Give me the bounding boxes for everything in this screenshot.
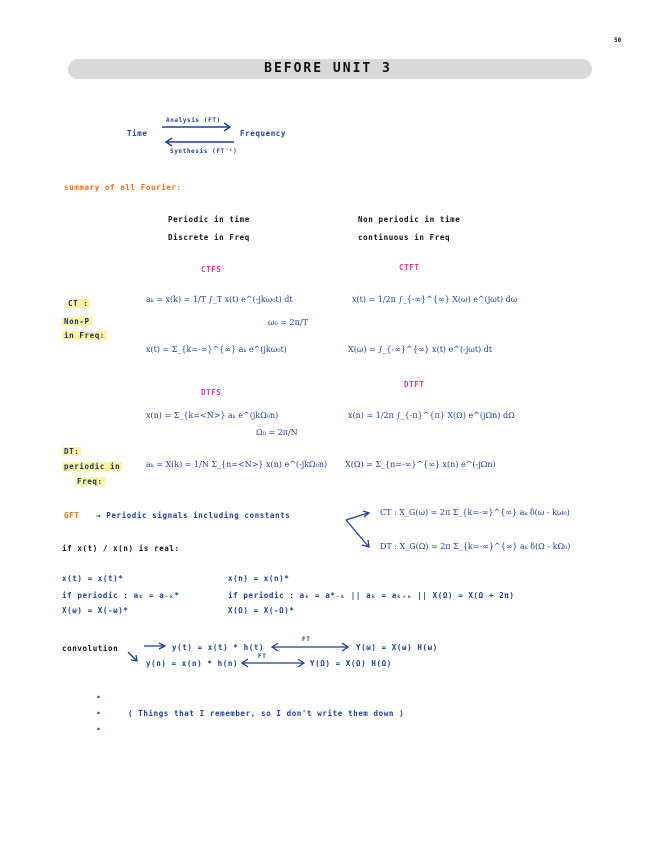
page-title: BEFORE UNIT 3	[264, 61, 392, 76]
col-header-nonperiodic-time: Non periodic in time	[358, 215, 461, 224]
real-heading: if x(t) / x(n) is real:	[62, 544, 180, 553]
side-label-periodic	[62, 462, 122, 471]
side-label-freq	[75, 477, 105, 486]
conv-dt-time: y(n) = x(n) * h(n)	[146, 659, 239, 668]
gft-ct-formula: CT : X_G(ω) = 2π Σ_{k=-∞}^{∞} aₖ δ(ω - kω₀)	[380, 508, 570, 517]
dtft-synthesis-formula: x(n) = 1/2π ∫_{-π}^{π} X(Ω) e^(jΩn) dΩ	[348, 411, 515, 420]
bullet-2: •	[96, 709, 101, 718]
dtfs-analysis-formula: aₖ = X(k) = 1/N Σ_{n=<N>} x(n) e^(-jkΩ₀n)	[146, 460, 328, 469]
time-label: Time	[127, 129, 148, 138]
summary-heading: summary of all Fourier:	[64, 183, 182, 192]
label-ctft: CTFT	[399, 263, 420, 272]
ctft-analysis-formula: X(ω) = ∫_{-∞}^{∞} x(t) e^(-jωt) dt	[348, 345, 493, 354]
side-label-in-freq	[62, 331, 107, 340]
convolution-label: convolution	[62, 644, 119, 653]
side-label-dt	[62, 447, 81, 456]
label-dtfs: DTFS	[201, 388, 222, 397]
omega0-formula: Ω₀ = 2π/N	[256, 428, 298, 437]
note-text: ( Things that I remember, so I don't write them down )	[128, 709, 405, 718]
page-number: 50	[614, 37, 622, 44]
real-right-2: if periodic : aₖ = a*₋ₖ || aₖ = aₖ₊ₙ || X(Ω) = X(Ω + 2π)	[228, 591, 515, 600]
ctfs-synthesis-formula: x(t) = Σ_{k=-∞}^{∞} aₖ e^(jkω₀t)	[146, 345, 287, 354]
label-ctfs: CTFS	[201, 265, 222, 274]
w0-formula: ω₀ = 2π/T	[268, 318, 308, 327]
conv-ct-time: y(t) = x(t) * h(t)	[172, 643, 265, 652]
gft-dt-formula: DT : X_G(Ω) = 2π Σ_{k=-∞}^{∞} aₖ δ(Ω - kΩ₀)	[380, 542, 571, 551]
real-left-1: x(t) = x(t)*	[62, 574, 124, 583]
dtfs-synthesis-formula: x(n) = Σ_{k=<N>} aₖ e^(jkΩ₀n)	[146, 411, 279, 420]
freq-label: Freq:	[77, 477, 103, 486]
bullet-3: •	[96, 725, 101, 734]
conv-dt-freq: Y(Ω) = X(Ω) H(Ω)	[310, 659, 392, 668]
gft-label: GFT	[64, 511, 80, 520]
col-header-discrete-freq: Discrete in Freq	[168, 233, 250, 242]
gft-description: → Periodic signals including constants	[96, 511, 291, 520]
real-left-3: X(ω) = X(-ω)*	[62, 606, 129, 615]
ct-bidirectional-arrow-icon	[270, 642, 350, 652]
ctfs-analysis-formula: aₖ = x(k) = 1/T ∫_T x(t) e^(-jkω₀t) dt	[146, 295, 293, 304]
conv-ct-freq: Y(ω) = X(ω) H(ω)	[356, 643, 438, 652]
real-left-2: if periodic : aₖ = a₋ₖ*	[62, 591, 180, 600]
in-freq-label: in Freq:	[64, 331, 105, 340]
analysis-label: Analysis (FT)	[166, 117, 221, 124]
bullet-1: •	[96, 693, 101, 702]
dt-bidirectional-arrow-icon	[240, 658, 306, 668]
frequency-label: Frequency	[240, 129, 287, 138]
col-header-periodic-time: Periodic in time	[168, 215, 250, 224]
nonp-label: Non-P	[64, 317, 90, 326]
synthesis-label: Synthesis (FT⁻¹)	[170, 148, 238, 155]
conv-ct-arrow-label: FT	[302, 636, 311, 643]
double-arrow-icon	[160, 120, 236, 150]
branch-arrow-icon	[344, 510, 374, 550]
periodic-in-label: periodic in	[64, 462, 121, 471]
real-right-3: X(Ω) = X(-Ω)*	[228, 606, 295, 615]
ctft-synthesis-formula: x(t) = 1/2π ∫_{-∞}^{∞} X(ω) e^(jωt) dω	[352, 295, 518, 304]
conv-dt-arrow-label: FT	[258, 653, 267, 660]
label-dtft: DTFT	[404, 380, 425, 389]
ct-label: CT :	[68, 299, 89, 308]
dt-label: DT:	[64, 447, 80, 456]
side-label-nonp	[62, 317, 92, 326]
col-header-continuous-freq: continuous in Freq	[358, 233, 451, 242]
real-right-1: x(n) = x(n)*	[228, 574, 290, 583]
dtft-analysis-formula: X(Ω) = Σ_{n=-∞}^{∞} x(n) e^(-jΩn)	[345, 460, 496, 469]
side-label-ct	[66, 299, 90, 308]
